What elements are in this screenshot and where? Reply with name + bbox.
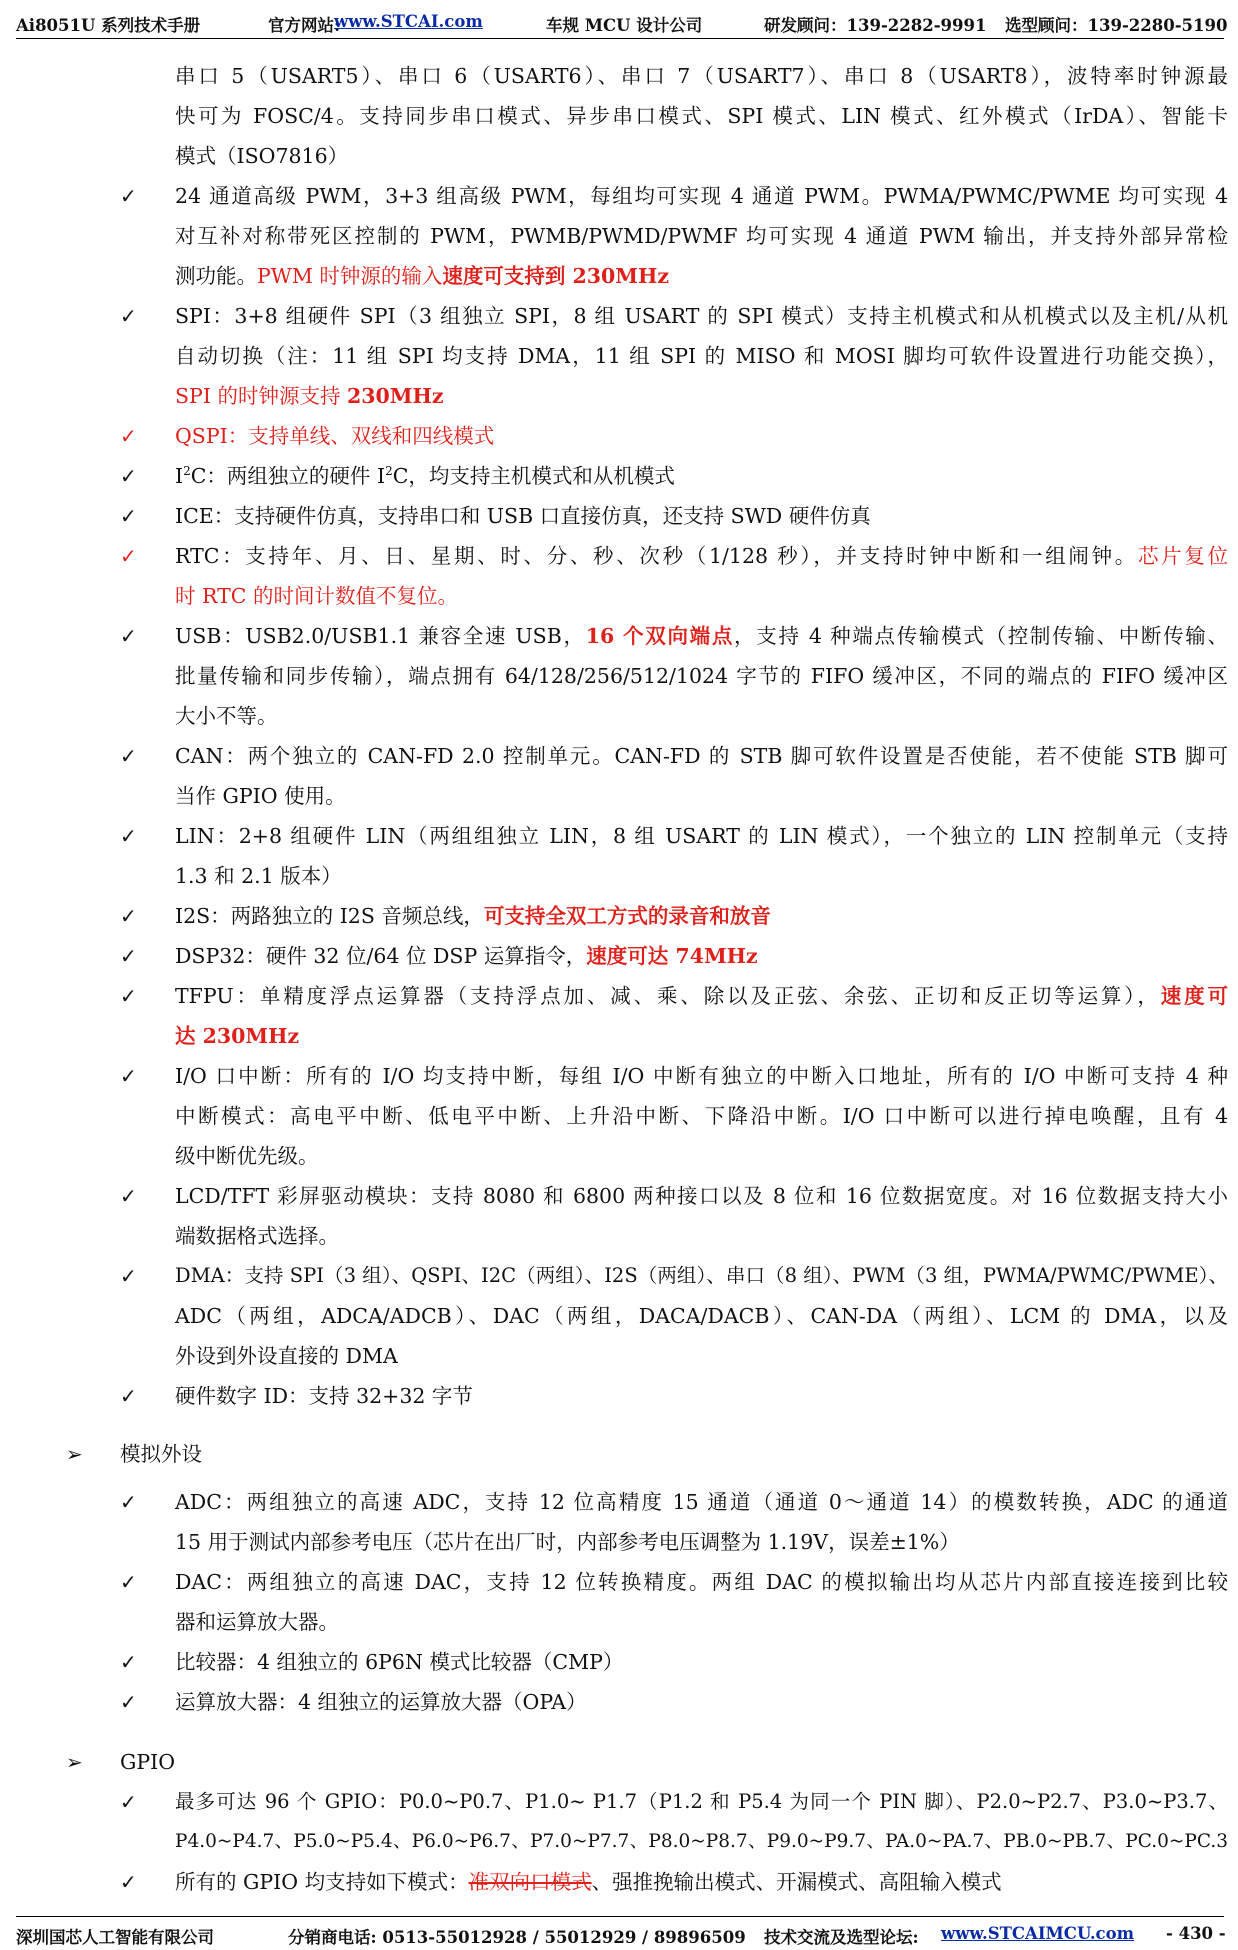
text-line: 中断模式：高电平中断、低电平中断、上升沿中断、下降沿中断。I/O 口中断可以进行掉电唤醒，且有 4 (175, 1104, 1228, 1128)
check-icon: ✓ (120, 1690, 137, 1714)
check-icon: ✓ (120, 624, 137, 648)
check-icon: ✓ (120, 1570, 137, 1594)
text-line: QSPI：支持单线、双线和四线模式 (175, 424, 495, 448)
check-icon: ✓ (120, 1790, 137, 1814)
text-line: I/O 口中断：所有的 I/O 均支持中断，每组 I/O 中断有独立的中断入口地址，所有的 I/O 中断可支持 4 种 (175, 1064, 1228, 1088)
text-line: 15 用于测试内部参考电压（芯片在出厂时，内部参考电压调整为 1.19V，误差±1%） (175, 1530, 960, 1554)
site-label: 官方网站: (268, 16, 341, 35)
check-icon: ✓ (120, 504, 137, 528)
text-line: 级中断优先级。 (175, 1144, 319, 1168)
check-icon: ✓ (120, 1870, 137, 1894)
site-link[interactable]: www.STCAI.com (334, 12, 483, 31)
page-header (16, 8, 1228, 38)
check-icon: ✓ (120, 1184, 137, 1208)
text-line: ADC（两组，ADCA/ADCB）、DAC（两组，DACA/DACB）、CAN-DA（两组）、LCM 的 DMA，以及 (175, 1304, 1228, 1328)
check-icon: ✓ (120, 1650, 137, 1674)
text-line: 测功能。PWM 时钟源的输入速度可支持到 230MHz (175, 264, 670, 288)
check-icon: ✓ (120, 1264, 137, 1288)
selection-consultant: 选型顾问：139-2280-5190 (1005, 16, 1228, 35)
arrow-bullet-icon: ➢ (66, 1750, 83, 1774)
text-line: ADC：两组独立的高速 ADC，支持 12 位高精度 15 通道（通道 0～通道 14）的模数转换，ADC 的通道 (175, 1490, 1228, 1514)
text-line: LIN：2+8 组硬件 LIN（两组组独立 LIN，8 组 USART 的 LIN 模式），一个独立的 LIN 控制单元（支持 (175, 824, 1228, 848)
text-line: 所有的 GPIO 均支持如下模式：准双向口模式、强推挽输出模式、开漏模式、高阻输入模式 (175, 1870, 1002, 1894)
check-icon: ✓ (120, 904, 137, 928)
check-icon: ✓ (120, 944, 137, 968)
text-line: P4.0~P4.7、P5.0~P5.4、P6.0~P6.7、P7.0~P7.7、P8.0~P8.7、P9.0~P9.7、PA.0~PA.7、PB.0~PB.7、PC.0~PC.3 (175, 1831, 1228, 1852)
text-line: 达 230MHz (175, 1024, 300, 1048)
text-line: SPI 的时钟源支持 230MHz (175, 384, 444, 408)
text-line: 大小不等。 (175, 704, 278, 728)
text-line: 模式（ISO7816） (175, 144, 349, 168)
text-line: 对互补对称带死区控制的 PWM，PWMB/PWMD/PWMF 均可实现 4 通道 PWM 输出，并支持外部异常检 (175, 224, 1228, 248)
text-line: 硬件数字 ID：支持 32+32 字节 (175, 1384, 473, 1408)
text-line: 1.3 和 2.1 版本） (175, 864, 342, 888)
forum-link[interactable]: www.STCAIMCU.com (941, 1924, 1135, 1943)
text-line: TFPU：单精度浮点运算器（支持浮点加、减、乘、除以及正弦、余弦、正切和反正切等运算），速度可 (175, 984, 1229, 1008)
text-line: 最多可达 96 个 GPIO：P0.0~P0.7、P1.0~ P1.7（P1.2 和 P5.4 为同一个 PIN 脚）、P2.0~P2.7、P3.0~P3.7、 (175, 1790, 1228, 1813)
check-icon: ✓ (120, 1384, 137, 1408)
footer-rule (16, 1916, 1224, 1917)
text-line: 器和运算放大器。 (175, 1610, 339, 1634)
header-rule (16, 38, 1224, 39)
text-line: 比较器：4 组独立的 6P6N 模式比较器（CMP） (175, 1650, 624, 1674)
forum-label: 技术交流及选型论坛: (764, 1928, 919, 1947)
check-icon: ✓ (120, 544, 137, 568)
check-icon: ✓ (120, 1064, 137, 1088)
footer-phone: 分销商电话: 0513-55012928 / 55012929 / 89896509 (288, 1928, 746, 1947)
section-title-analog: 模拟外设 (120, 1442, 202, 1466)
text-line: 运算放大器：4 组独立的运算放大器（OPA） (175, 1690, 587, 1714)
check-icon: ✓ (120, 984, 137, 1008)
check-icon: ✓ (120, 424, 137, 448)
page-number: - 430 - (1166, 1924, 1226, 1943)
check-icon: ✓ (120, 464, 137, 488)
text-line: DMA：支持 SPI（3 组）、QSPI、I2C（两组）、I2S（两组）、串口（8 组）、PWM（3 组，PWMA/PWMC/PWME）、 (175, 1264, 1228, 1287)
footer-company: 深圳国芯人工智能有限公司 (16, 1928, 214, 1947)
text-line: 当作 GPIO 使用。 (175, 784, 346, 808)
text-line: 快可为 FOSC/4。支持同步串口模式、异步串口模式、SPI 模式、LIN 模式、红外模式（IrDA）、智能卡 (175, 104, 1228, 128)
text-line: 端数据格式选择。 (175, 1224, 339, 1248)
manual-title: Ai8051U 系列技术手册 (16, 16, 201, 35)
text-line: 时 RTC 的时间计数值不复位。 (175, 584, 458, 608)
text-line: DAC：两组独立的高速 DAC，支持 12 位转换精度。两组 DAC 的模拟输出均从芯片内部直接连接到比较 (175, 1570, 1228, 1594)
text-line: DSP32：硬件 32 位/64 位 DSP 运算指令，速度可达 74MHz (175, 944, 758, 968)
check-icon: ✓ (120, 184, 137, 208)
text-line: 串口 5（USART5）、串口 6（USART6）、串口 7（USART7）、串口 8（USART8），波特率时钟源最 (175, 64, 1228, 88)
text-line: CAN：两个独立的 CAN-FD 2.0 控制单元。CAN-FD 的 STB 脚可软件设置是否使能，若不使能 STB 脚可 (175, 744, 1228, 768)
text-line: 自动切换（注：11 组 SPI 均支持 DMA，11 组 SPI 的 MISO 和 MOSI 脚均可软件设置进行功能交换）， (175, 344, 1228, 368)
check-icon: ✓ (120, 304, 137, 328)
text-line: $I^2C$：两组独立的硬件 $I^2C$，均支持主机模式和从机模式 (175, 464, 675, 488)
text-line: RTC：支持年、月、日、星期、时、分、秒、次秒（1/128 秒），并支持时钟中断和一组闹钟。芯片复位 (175, 544, 1229, 568)
check-icon: ✓ (120, 744, 137, 768)
section-title-gpio: GPIO (120, 1750, 176, 1774)
text-line: 24 通道高级 PWM，3+3 组高级 PWM，每组均可实现 4 通道 PWM。PWMA/PWMC/PWME 均可实现 4 (175, 184, 1228, 208)
text-line: 批量传输和同步传输），端点拥有 64/128/256/512/1024 字节的 FIFO 缓冲区，不同的端点的 FIFO 缓冲区 (175, 664, 1228, 688)
text-line: ICE：支持硬件仿真，支持串口和 USB 口直接仿真，还支持 SWD 硬件仿真 (175, 504, 871, 528)
text-line: LCD/TFT 彩屏驱动模块：支持 8080 和 6800 两种接口以及 8 位和 16 位数据宽度。对 16 位数据支持大小 (175, 1184, 1228, 1208)
page-footer (16, 1922, 1224, 1948)
text-line: 外设到外设直接的 DMA (175, 1344, 398, 1368)
check-icon: ✓ (120, 824, 137, 848)
company-tagline: 车规 MCU 设计公司 (546, 16, 703, 35)
rd-consultant: 研发顾问：139-2282-9991 (764, 16, 987, 35)
text-line: I2S：两路独立的 I2S 音频总线，可支持全双工方式的录音和放音 (175, 904, 771, 928)
text-line: SPI：3+8 组硬件 SPI（3 组独立 SPI，8 组 USART 的 SPI 模式）支持主机模式和从机模式以及主机/从机 (175, 304, 1228, 328)
text-line: USB：USB2.0/USB1.1 兼容全速 USB，16 个双向端点，支持 4 种端点传输模式（控制传输、中断传输、 (175, 624, 1228, 648)
check-icon: ✓ (120, 1490, 137, 1514)
arrow-bullet-icon: ➢ (66, 1442, 83, 1466)
